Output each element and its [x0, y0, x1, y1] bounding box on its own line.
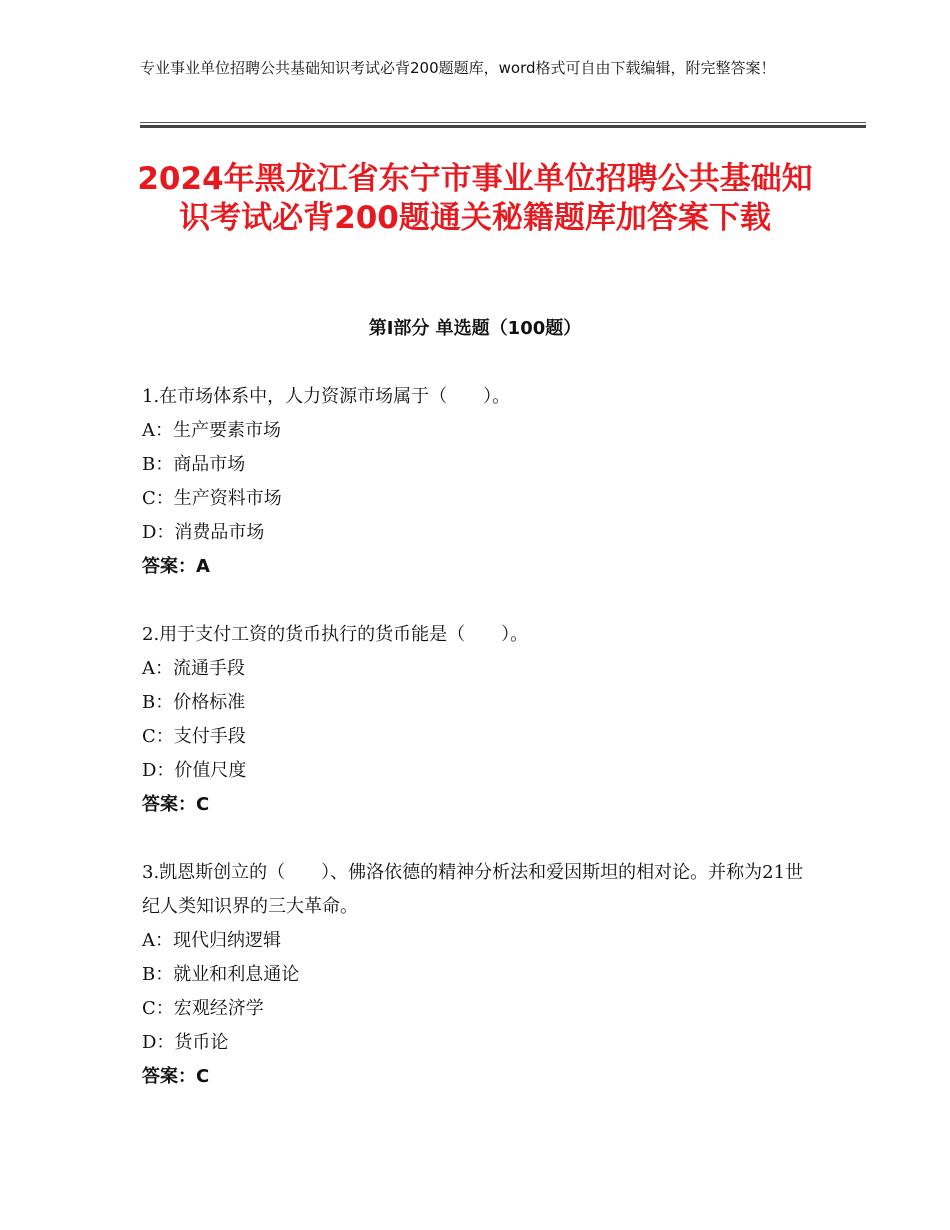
question-stem: 2.用于支付工资的货币执行的货币能是（ ）。	[142, 624, 529, 645]
question-2	[142, 618, 810, 822]
option-c: C：宏观经济学	[142, 998, 264, 1019]
option-b: B：就业和利息通论	[142, 964, 300, 985]
section-heading: 第Ⅰ部分 单选题（100题）	[368, 318, 582, 339]
answer: 答案：A	[142, 556, 210, 577]
option-a: A：现代归纳逻辑	[142, 930, 281, 951]
answer: 答案：C	[142, 794, 210, 815]
header-divider-thick	[140, 125, 866, 128]
option-c: C：支付手段	[142, 726, 246, 747]
header-note: 专业事业单位招聘公共基础知识考试必背200题题库，word格式可自由下载编辑，附完整答案！	[140, 59, 776, 77]
option-c: C：生产资料市场	[142, 488, 282, 509]
option-b: B：商品市场	[142, 454, 246, 475]
question-3	[142, 856, 810, 1094]
answer: 答案：C	[142, 1066, 210, 1087]
option-b: B：价格标准	[142, 692, 246, 713]
option-d: D：消费品市场	[142, 522, 265, 543]
document-title: 2024年黑龙江省东宁市事业单位招聘公共基础知识考试必背200题通关秘籍题库加答案下载	[137, 161, 813, 236]
question-stem: 1.在市场体系中，人力资源市场属于（ ）。	[142, 386, 511, 407]
option-d: D：货币论	[142, 1032, 229, 1053]
option-d: D：价值尺度	[142, 760, 247, 781]
option-a: A：生产要素市场	[142, 420, 281, 441]
question-1	[142, 380, 810, 584]
option-a: A：流通手段	[142, 658, 245, 679]
question-stem: 3.凯恩斯创立的（ ）、佛洛依德的精神分析法和爱因斯坦的相对论。并称为21世纪人类知识界的三大革命。	[142, 862, 804, 917]
header-divider-thin	[140, 122, 866, 123]
